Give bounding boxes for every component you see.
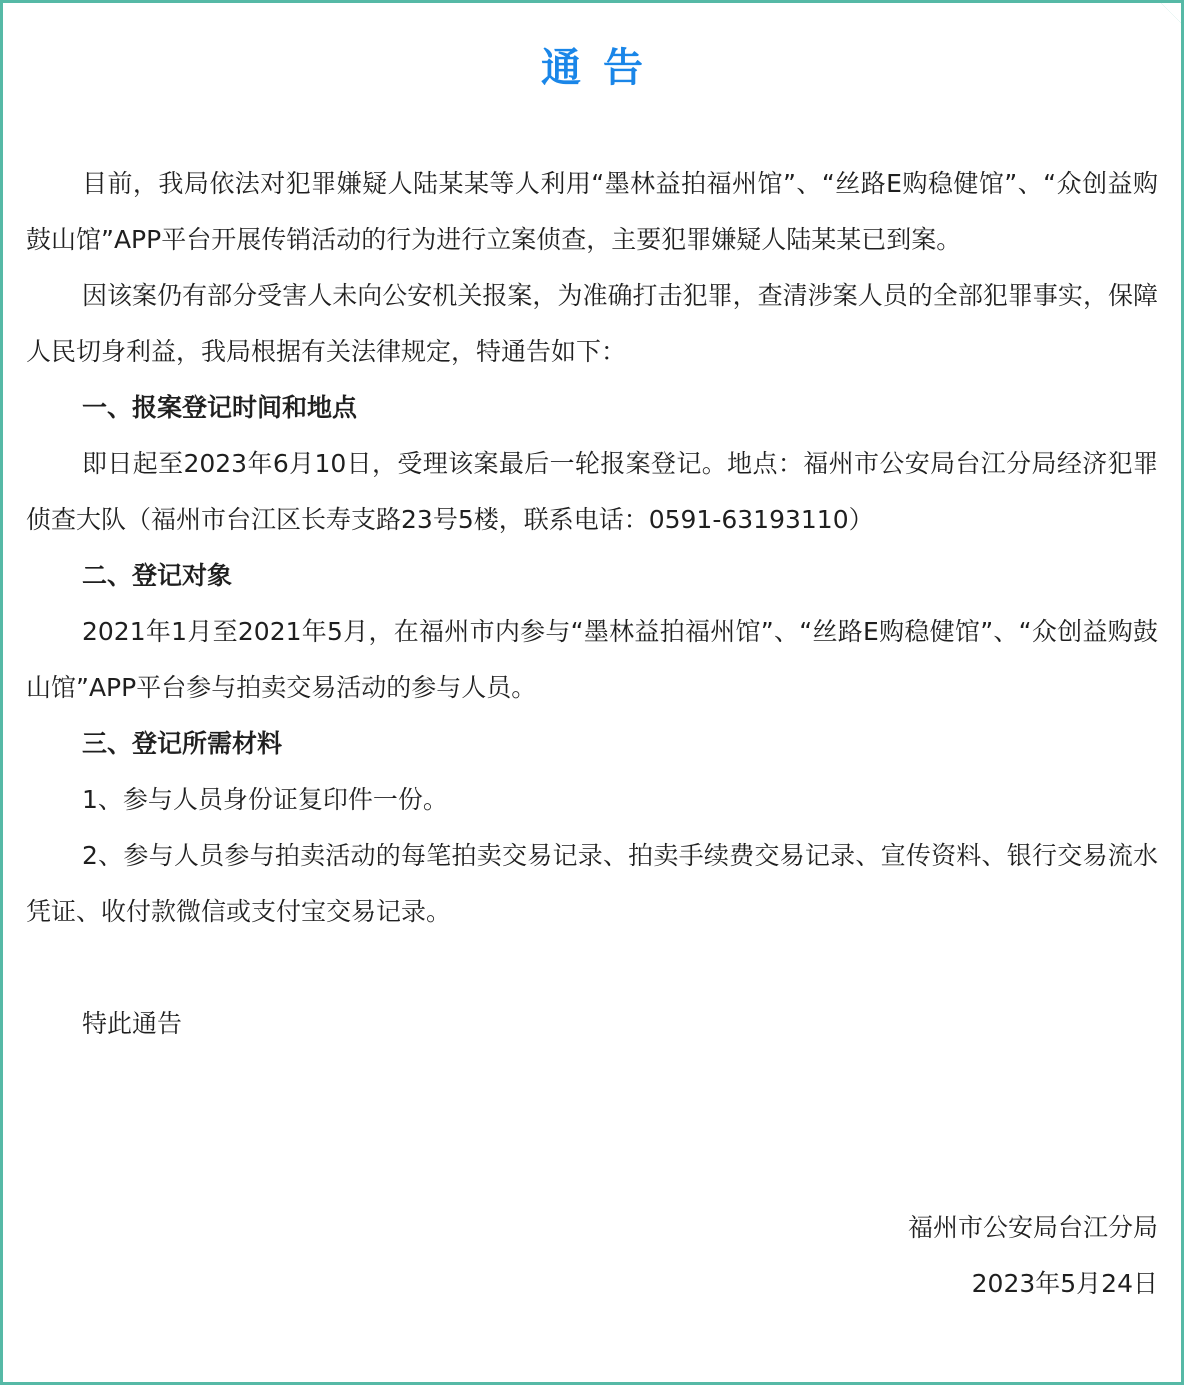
closing-text: 特此通告: [82, 1009, 183, 1038]
section-heading-materials: 三、登记所需材料: [82, 729, 283, 758]
intro-paragraph: 目前，我局依法对犯罪嫌疑人陆某某等人利用“墨林益拍福州馆”、“丝路E购稳健馆”、“众创益购鼓山馆”APP平台开展传销活动的行为进行立案侦查，主要犯罪嫌疑人陆某某已到案。: [26, 169, 1158, 254]
issuer-name: 福州市公安局台江分局: [907, 1213, 1158, 1242]
materials-item-2: 2、参与人员参与拍卖活动的每笔拍卖交易记录、拍卖手续费交易记录、宣传资料、银行交易流水凭证、收付款微信或支付宝交易记录。: [26, 841, 1158, 926]
spacer: [26, 940, 1158, 996]
issue-date: 2023年5月24日: [971, 1269, 1158, 1298]
corner-fold-inner: [1161, 3, 1181, 23]
notice-body: [26, 156, 1158, 1052]
section-body-targets: 2021年1月至2021年5月，在福州市内参与“墨林益拍福州馆”、“丝路E购稳健馆”、“众创益购鼓山馆”APP平台参与拍卖交易活动的参与人员。: [26, 617, 1158, 702]
reason-paragraph: 因该案仍有部分受害人未向公安机关报案，为准确打击犯罪，查清涉案人员的全部犯罪事实，保障人民切身利益，我局根据有关法律规定，特通告如下：: [26, 281, 1158, 366]
section-heading-time-place: 一、报案登记时间和地点: [82, 393, 358, 422]
section-heading-targets: 二、登记对象: [82, 561, 233, 590]
signature-block: [908, 1200, 1158, 1312]
section-body-time-place: 即日起至2023年6月10日，受理该案最后一轮报案登记。地点：福州市公安局台江分局经济犯罪侦查大队（福州市台江区长寿支路23号5楼，联系电话：0591-63193110）: [26, 449, 1158, 534]
materials-item-1: 1、参与人员身份证复印件一份。: [82, 785, 448, 814]
notice-title: 通告: [541, 45, 665, 91]
